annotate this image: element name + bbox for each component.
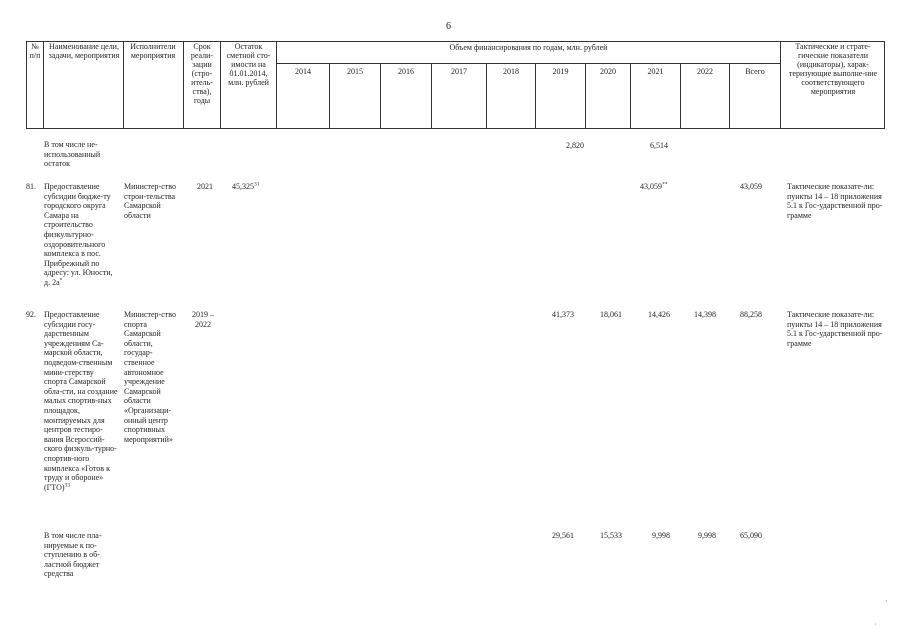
header-funding: Объем финансирования по годам, млн. рублей — [449, 43, 608, 52]
header-year-2022: 2022 — [697, 67, 713, 76]
row-1-indicators: Тактические показате-ли: пункты 14 – 18 приложения 5.1 к Гос-ударственной про-грамме — [787, 182, 883, 220]
row-3-total: 65,090 — [740, 531, 762, 540]
header-year-2015: 2015 — [347, 67, 363, 76]
row-2-name — [44, 310, 118, 492]
row-2-name-text: Предоставление субсидии госу-дарственным учреждениям Са-марской области, подведом-ственным мини-стерству спорта Самарской обла-сти, на создание малых спортив-ных площадок, монтируемых для центров тестиро-вания Всероссий-ского физкуль-турно-спортив-ного комплекса «Готов к труду и обороне» (ГТО) — [44, 310, 118, 492]
vline-5 — [276, 41, 277, 129]
header-year-2017: 2017 — [451, 67, 467, 76]
scan-mark-dot: · — [885, 597, 888, 606]
vline-15 — [780, 41, 781, 129]
row-1-total: 43,059 — [740, 182, 762, 191]
row-1-rest-footnote: 31 — [254, 181, 260, 188]
row-1-num: 81. — [26, 182, 36, 191]
row-2-y2021: 14,426 — [648, 310, 670, 319]
row-1-rest-value: 45,325 — [232, 182, 254, 191]
row-2-y2022: 14,398 — [694, 310, 716, 319]
header-year-2019: 2019 — [552, 67, 569, 76]
row-1-name-text: Предоставление субсидии бюдже-ту городского округа Самара на строительство физкультурно-оздоровительного комплекса в пос. Прибрежный по адресу: ул. Юности, д. 2а — [44, 182, 113, 287]
row-2-term: 2019 – 2022 — [192, 310, 214, 329]
header-year-2014: 2014 — [295, 67, 311, 76]
row-1-y2021-footnote: ** — [662, 181, 668, 188]
row-0-y2019: 2,820 — [566, 141, 584, 150]
row-2-y2019: 41,373 — [552, 310, 574, 319]
row-1-name-footnote: * — [59, 277, 63, 284]
header-num: № п/п — [29, 42, 41, 60]
row-2-num: 92. — [26, 310, 36, 319]
header-term: Срок реали-зации (стро-итель-ства), годы — [190, 42, 214, 105]
row-3-name: В том числе пла-нируемые к по-ступлению в об-ластной бюджет средства — [44, 531, 102, 579]
header-rest: Остаток сметной сто-имости на 01.01.2014, млн. рублей — [226, 42, 271, 87]
vline-4 — [220, 41, 221, 129]
row-1-term: 2021 — [197, 182, 213, 191]
header-year-divider — [276, 63, 780, 64]
header-total: Всего — [745, 67, 765, 76]
row-1-executor: Министер-ство строи-тельства Самарской области — [124, 182, 176, 220]
vline-16 — [884, 41, 885, 129]
row-2-indicators: Тактические показате-ли: пункты 14 – 18 приложения 5.1 к Гос-ударственной про-грамме — [787, 310, 883, 348]
row-1-y2021 — [640, 182, 690, 192]
header-indicators: Тактические и страте-гические показатели (индикаторы), харак-теризующие выполне-ние соответствующего мероприятия — [788, 42, 878, 96]
row-2-name-footnote: 33 — [64, 482, 71, 489]
header-year-2018: 2018 — [503, 67, 519, 76]
page-number: 6 — [446, 21, 451, 32]
row-3-y2020: 15,533 — [600, 531, 622, 540]
header-executor: Исполнители мероприятия — [130, 42, 176, 60]
header-year-2016: 2016 — [398, 67, 414, 76]
row-1-name — [44, 182, 118, 288]
row-3-y2019: 29,561 — [552, 531, 574, 540]
header-year-2021: 2021 — [647, 67, 664, 76]
header-name: Наименование цели, задачи, мероприятия — [48, 42, 120, 60]
row-2-total: 88,258 — [740, 310, 762, 319]
row-3-y2022: 9,998 — [698, 531, 716, 540]
header-year-2020: 2020 — [600, 67, 616, 76]
row-0-y2021: 6,514 — [650, 141, 668, 150]
row-2-y2020: 18,061 — [600, 310, 622, 319]
vline-1 — [43, 41, 44, 129]
row-0-name: В том числе не-использованный остаток — [44, 140, 101, 169]
table-header — [26, 41, 905, 128]
row-3-y2021: 9,998 — [652, 531, 670, 540]
row-1-rest — [232, 182, 282, 192]
scan-mark-tick: ˙ — [874, 622, 877, 631]
row-2-executor: Министер-ство спорта Самарской области, государ-ственное автономное учреждение Самарской области «Организаци-онный центр спортивных мероприятий» — [124, 310, 176, 444]
row-1-y2021-value: 43,059 — [640, 182, 662, 191]
header-bottom-border — [26, 128, 885, 129]
